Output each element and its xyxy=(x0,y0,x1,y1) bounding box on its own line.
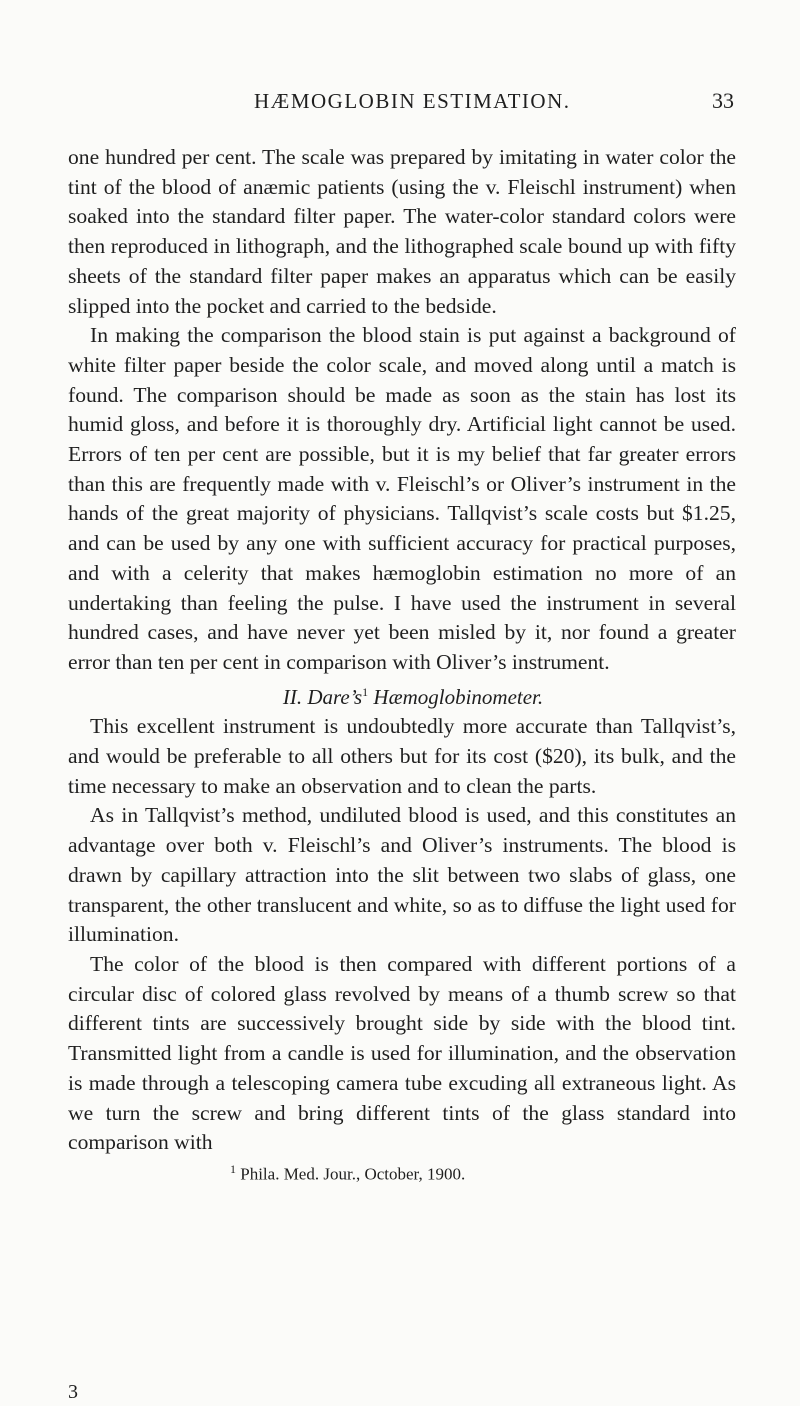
paragraph: As in Tallqvist’s method, undiluted blood is used, and this constitutes an advantage over both v. Fleischl’s and Oliver’s instruments. The blood is drawn by capillary attraction into the slit between two slabs of glass, one transparent, the other translucent and white, so as to diffuse the light used for illumination. xyxy=(68,803,736,947)
paragraph: The color of the blood is then compared with different portions of a circular disc of colored glass revolved by means of a thumb screw so that different tints are successively brought side by side with the blood tint. Transmitted light from a candle is used for illumination, and the observation is made through a telescoping camera tube excuding all extraneous light. As we turn the screw and bring different tints of the glass standard into comparison with xyxy=(68,951,736,1155)
paragraph: In making the comparison the blood stain is put against a background of white filter paper beside the color scale, and moved along until a match is found. The comparison should be made as soon as the stain has lost its humid gloss, and before it is thoroughly dry. Artificial light cannot be used. Errors of ten per cent are possible, but it is my belief that far greater errors than this are frequently made with v. Fleischl’s or Oliver’s instrument in the hands of the great majority of physicians. Tallqvist’s scale costs but $1.25, and can be used by any one with sufficient accuracy for practical purposes, and with a celerity that makes hæmoglobin estimation no more of an undertaking than feeling the pulse. I have used the instrument in several hundred cases, and have never yet been misled by it, nor found a greater error than ten per cent in comparison with Oliver’s instrument. xyxy=(68,323,736,674)
running-head: HÆMOGLOBIN ESTIMATION. xyxy=(254,89,571,113)
footnote-reference: 1 xyxy=(362,684,369,699)
footnote-mark: 1 xyxy=(230,1161,236,1176)
footnote-text: Phila. Med. Jour., October, 1900. xyxy=(240,1164,466,1184)
section-subheading xyxy=(68,678,736,713)
signature-mark: 3 xyxy=(68,1381,78,1403)
footnote xyxy=(68,1158,736,1186)
paragraph: This excellent instrument is undoubtedly more accurate than Tallqvist’s, and would be preferable to all others but for its cost ($20), its bulk, and the time necessary to make an observation and to clean the parts. xyxy=(68,714,736,798)
body-text xyxy=(68,143,736,1186)
page-number: 33 xyxy=(712,88,734,113)
paragraph: one hundred per cent. The scale was prepared by imitating in water color the tint of the blood of anæmic patients (using the v. Fleischl instrument) when soaked into the standard filter paper. The water-color standard colors were then reproduced in lithograph, and the lithographed scale bound up with fifty sheets of the standard filter paper makes an apparatus which can be easily slipped into the pocket and carried to the bedside. xyxy=(68,145,736,318)
subheading-label: II. Dare’s xyxy=(282,684,363,709)
page-header xyxy=(254,88,734,114)
subheading-title: Hæmoglobinometer. xyxy=(373,684,544,709)
